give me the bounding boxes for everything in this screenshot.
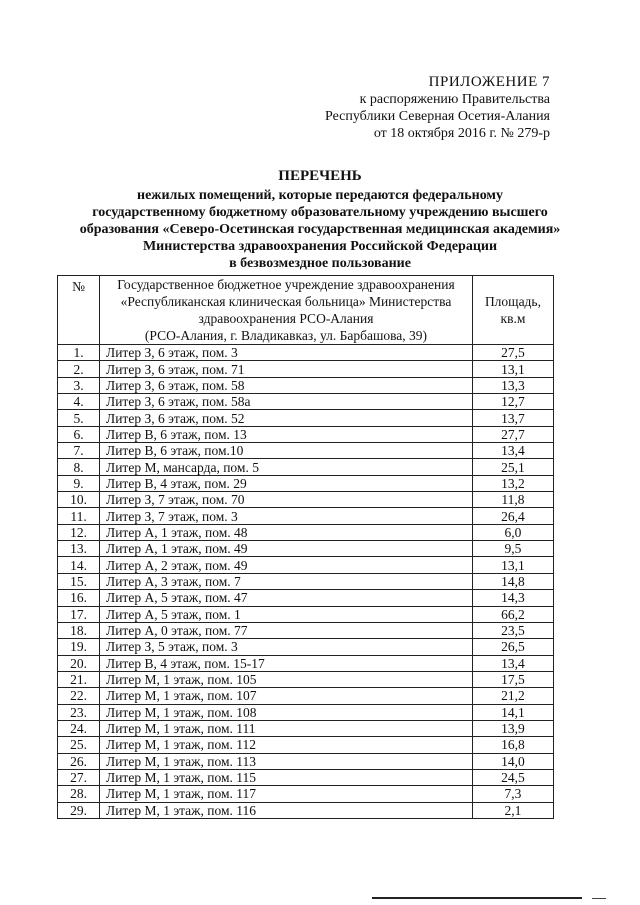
row-premises: Литер З, 6 этаж, пом. 58а (100, 394, 473, 410)
table-row (58, 524, 554, 540)
row-number: 29. (58, 802, 100, 818)
row-premises: Литер З, 6 этаж, пом. 58 (100, 377, 473, 393)
row-area: 13,4 (472, 443, 553, 459)
scan-artifact-line (372, 897, 582, 899)
row-number: 22. (58, 688, 100, 704)
header-area-line-2: кв.м (500, 311, 526, 326)
row-area: 66,2 (472, 606, 553, 622)
document-heading (40, 168, 600, 272)
row-premises: Литер З, 7 этаж, пом. 3 (100, 508, 473, 524)
table-row (58, 573, 554, 589)
row-area: 11,8 (472, 492, 553, 508)
row-area: 13,1 (472, 361, 553, 377)
row-area: 6,0 (472, 524, 553, 540)
row-premises: Литер А, 5 этаж, пом. 47 (100, 590, 473, 606)
row-area: 13,1 (472, 557, 553, 573)
table-row (58, 459, 554, 475)
table-row (58, 541, 554, 557)
row-number: 10. (58, 492, 100, 508)
row-number: 19. (58, 639, 100, 655)
table-row (58, 606, 554, 622)
scan-artifact-dash (592, 898, 606, 899)
table-row (58, 492, 554, 508)
row-number: 21. (58, 671, 100, 687)
heading-line-3: образования «Северо-Осетинская государственная медицинская академия» (79, 222, 561, 237)
table-row (58, 394, 554, 410)
row-number: 7. (58, 443, 100, 459)
row-number: 14. (58, 557, 100, 573)
row-premises: Литер З, 6 этаж, пом. 52 (100, 410, 473, 426)
row-area: 21,2 (472, 688, 553, 704)
row-premises: Литер В, 6 этаж, пом. 13 (100, 426, 473, 442)
table-row (58, 769, 554, 785)
row-area: 2,1 (472, 802, 553, 818)
row-area: 26,5 (472, 639, 553, 655)
row-premises: Литер А, 2 этаж, пом. 49 (100, 557, 473, 573)
row-number: 8. (58, 459, 100, 475)
header-number: № (58, 276, 100, 345)
table-row (58, 590, 554, 606)
row-number: 18. (58, 622, 100, 638)
document-title: ПЕРЕЧЕНЬ (278, 168, 362, 184)
row-area: 17,5 (472, 671, 553, 687)
row-area: 13,7 (472, 410, 553, 426)
table-row (58, 704, 554, 720)
row-area: 13,9 (472, 720, 553, 736)
table-row (58, 786, 554, 802)
row-premises: Литер М, 1 этаж, пом. 112 (100, 737, 473, 753)
row-premises: Литер М, 1 этаж, пом. 116 (100, 802, 473, 818)
row-number: 16. (58, 590, 100, 606)
table-row (58, 475, 554, 491)
table-row (58, 639, 554, 655)
row-premises: Литер В, 6 этаж, пом.10 (100, 443, 473, 459)
row-number: 2. (58, 361, 100, 377)
row-number: 12. (58, 524, 100, 540)
appendix-block (325, 74, 550, 142)
row-premises: Литер М, 1 этаж, пом. 108 (100, 704, 473, 720)
row-premises: Литер З, 6 этаж, пом. 71 (100, 361, 473, 377)
table-row (58, 737, 554, 753)
row-premises: Литер В, 4 этаж, пом. 29 (100, 475, 473, 491)
heading-line-1: нежилых помещений, которые передаются федеральному (137, 188, 503, 203)
row-premises: Литер А, 3 этаж, пом. 7 (100, 573, 473, 589)
header-area-line-1: Площадь, (484, 294, 541, 309)
table-row (58, 655, 554, 671)
row-premises: Литер М, 1 этаж, пом. 105 (100, 671, 473, 687)
row-area: 14,8 (472, 573, 553, 589)
table-header-row (58, 276, 554, 345)
table-row (58, 426, 554, 442)
row-number: 13. (58, 541, 100, 557)
row-area: 23,5 (472, 622, 553, 638)
table-row (58, 345, 554, 361)
row-premises: Литер М, 1 этаж, пом. 115 (100, 769, 473, 785)
header-org-line-2: «Республиканская клиническая больница» Министерства (120, 294, 452, 309)
row-number: 11. (58, 508, 100, 524)
table-row (58, 508, 554, 524)
table-row (58, 671, 554, 687)
row-area: 9,5 (472, 541, 553, 557)
row-number: 5. (58, 410, 100, 426)
row-premises: Литер З, 5 этаж, пом. 3 (100, 639, 473, 655)
row-area: 14,1 (472, 704, 553, 720)
table-row (58, 622, 554, 638)
row-premises: Литер А, 1 этаж, пом. 49 (100, 541, 473, 557)
row-number: 27. (58, 769, 100, 785)
row-area: 16,8 (472, 737, 553, 753)
row-area: 24,5 (472, 769, 553, 785)
row-area: 13,2 (472, 475, 553, 491)
row-area: 7,3 (472, 786, 553, 802)
row-number: 26. (58, 753, 100, 769)
row-number: 20. (58, 655, 100, 671)
row-premises: Литер М, 1 этаж, пом. 111 (100, 720, 473, 736)
table-row (58, 688, 554, 704)
table-row (58, 443, 554, 459)
row-number: 3. (58, 377, 100, 393)
table-row (58, 557, 554, 573)
row-number: 25. (58, 737, 100, 753)
header-org-line-4: (РСО-Алания, г. Владикавказ, ул. Барбашова, 39) (144, 328, 428, 343)
row-area: 12,7 (472, 394, 553, 410)
table-row (58, 361, 554, 377)
row-number: 6. (58, 426, 100, 442)
row-number: 17. (58, 606, 100, 622)
row-number: 1. (58, 345, 100, 361)
row-number: 24. (58, 720, 100, 736)
row-area: 26,4 (472, 508, 553, 524)
row-number: 28. (58, 786, 100, 802)
table-row (58, 377, 554, 393)
row-premises: Литер А, 0 этаж, пом. 77 (100, 622, 473, 638)
table-row (58, 720, 554, 736)
row-premises: Литер А, 1 этаж, пом. 48 (100, 524, 473, 540)
heading-line-2: государственному бюджетному образовательному учреждению высшего (92, 205, 548, 220)
row-area: 27,5 (472, 345, 553, 361)
row-area: 25,1 (472, 459, 553, 475)
row-number: 4. (58, 394, 100, 410)
row-area: 27,7 (472, 426, 553, 442)
row-number: 15. (58, 573, 100, 589)
heading-line-4: Министерства здравоохранения Российской Федерации (142, 239, 498, 254)
table-row (58, 802, 554, 818)
row-premises: Литер В, 4 этаж, пом. 15-17 (100, 655, 473, 671)
header-area (472, 276, 553, 345)
row-area: 14,0 (472, 753, 553, 769)
row-premises: Литер М, 1 этаж, пом. 107 (100, 688, 473, 704)
header-org-line-3: здравоохранения РСО-Алания (198, 311, 374, 326)
premises-table (57, 275, 554, 819)
row-number: 23. (58, 704, 100, 720)
row-premises: Литер М, 1 этаж, пом. 113 (100, 753, 473, 769)
row-premises: Литер З, 6 этаж, пом. 3 (100, 345, 473, 361)
row-premises: Литер З, 7 этаж, пом. 70 (100, 492, 473, 508)
row-area: 13,4 (472, 655, 553, 671)
header-organization (100, 276, 473, 345)
appendix-line-2: Республики Северная Осетия-Алания (325, 109, 550, 124)
table-row (58, 410, 554, 426)
row-area: 14,3 (472, 590, 553, 606)
row-premises: Литер А, 5 этаж, пом. 1 (100, 606, 473, 622)
appendix-line-1: к распоряжению Правительства (359, 92, 550, 107)
row-area: 13,3 (472, 377, 553, 393)
row-premises: Литер М, 1 этаж, пом. 117 (100, 786, 473, 802)
heading-line-5: в безвозмездное пользование (229, 256, 411, 271)
appendix-title: ПРИЛОЖЕНИЕ 7 (428, 74, 550, 90)
appendix-line-3: от 18 октября 2016 г. № 279-р (373, 126, 550, 141)
table-body (58, 345, 554, 819)
row-premises: Литер М, мансарда, пом. 5 (100, 459, 473, 475)
table-row (58, 753, 554, 769)
header-org-line-1: Государственное бюджетное учреждение здравоохранения (117, 277, 455, 292)
row-number: 9. (58, 475, 100, 491)
